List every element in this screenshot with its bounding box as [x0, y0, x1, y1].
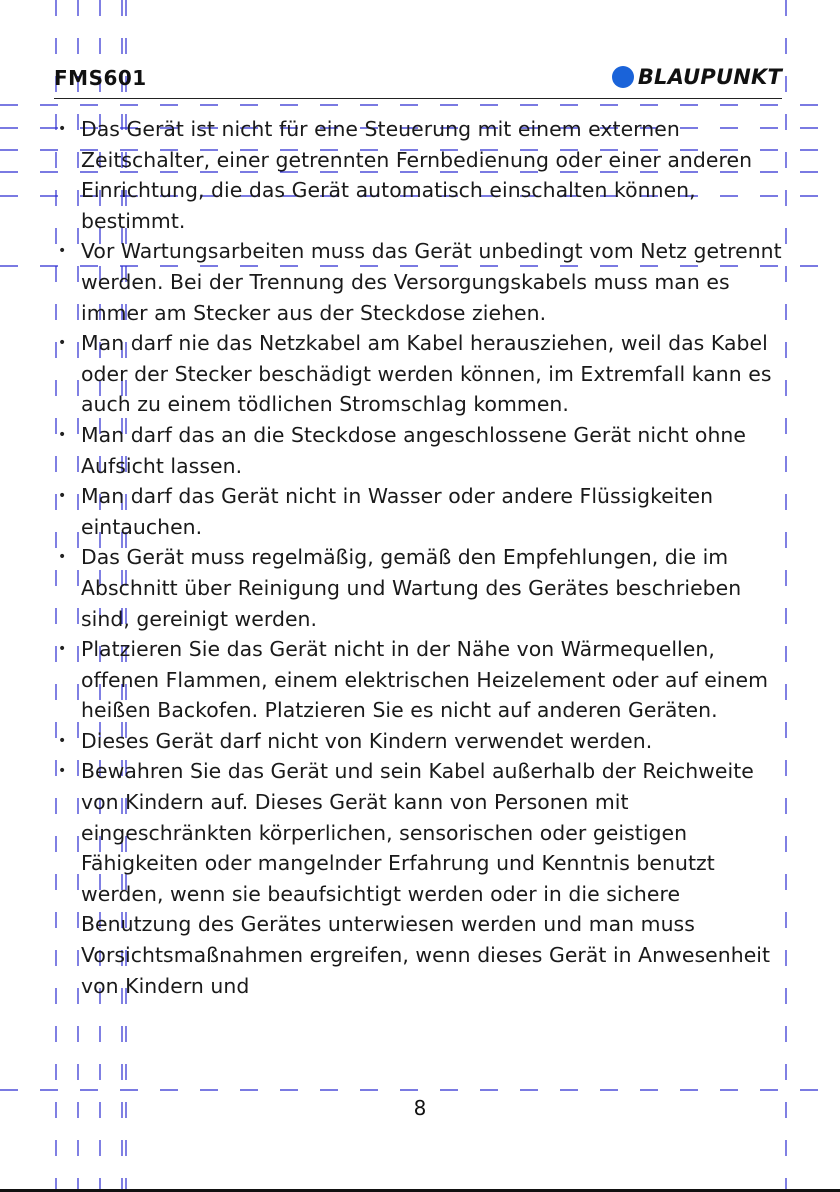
- list-item-text: Man darf das Gerät nicht in Wasser oder andere Flüssigkeiten eintauchen.: [81, 484, 714, 539]
- bullet-icon: •: [58, 641, 67, 658]
- list-item: [56, 542, 786, 634]
- list-item: [56, 481, 786, 542]
- list-item: [56, 236, 786, 328]
- list-item: [56, 756, 786, 1001]
- bullet-icon: •: [58, 243, 67, 260]
- bullet-icon: •: [58, 121, 67, 137]
- safety-instructions: [56, 114, 786, 1001]
- model-label: FMS601: [54, 66, 147, 90]
- list-item-text: Vor Wartungsarbeiten muss das Gerät unbedingt vom Netz getrennt werden. Bei der Trennung des Versorgungskabels muss man es immer am Stecker aus der Steckdose ziehen.: [81, 239, 782, 325]
- brand-logo: [612, 65, 782, 89]
- list-item: [56, 726, 786, 757]
- list-item: [56, 420, 786, 481]
- list-item-text: Man darf das an die Steckdose angeschlossene Gerät nicht ohne Aufsicht lassen.: [81, 422, 746, 478]
- bullet-icon: •: [58, 763, 67, 780]
- brand-dot-icon: [612, 66, 634, 88]
- bullet-icon: •: [58, 488, 67, 505]
- page-number: 8: [413, 1096, 427, 1120]
- list-item-text: Das Gerät ist nicht für eine Steuerung mit einem externen Zeitschalter, einer getrennten Fernbedienung oder einer anderen Einrichtung, die das Gerät automatisch einschalten können, bestimmt.: [81, 117, 753, 233]
- list-item-text: Bewahren Sie das Gerät und sein Kabel außerhalb der Reichweite von Kindern auf. Dieses Gerät kann von Personen mit eingeschränkten körperlichen, sensorischen oder geistigen Fähigkeiten oder mangelnder Erfahrung und Kenntnis benutzt werden, wenn sie beaufsichtigt werden oder in die sichere Benutzung des Gerätes unterwiesen werden und man muss Vorsichtsmaßnahmen ergreifen, wenn dieses Gerät in Anwesenheit von Kindern und: [81, 759, 771, 998]
- brand-wordmark: BLAUPUNKT: [637, 65, 782, 89]
- bullet-icon: •: [58, 732, 67, 749]
- bullet-icon: •: [58, 335, 67, 352]
- list-item-text: Platzieren Sie das Gerät nicht in der Nähe von Wärmequellen, offenen Flammen, einem elektrischen Heizelement oder auf einem heißen Backofen. Platzieren Sie es nicht auf anderen Geräten.: [81, 637, 768, 723]
- list-item: [56, 114, 786, 236]
- list-item-text: Man darf nie das Netzkabel am Kabel herausziehen, weil das Kabel oder der Stecker beschädigt werden können, im Extremfall kann es auch zu einem tödlichen Stromschlag kommen.: [81, 331, 772, 417]
- list-item-text: Dieses Gerät darf nicht von Kindern verwendet werden.: [81, 728, 653, 753]
- list-item: [56, 328, 786, 420]
- bullet-icon: •: [58, 426, 67, 443]
- list-item: [56, 634, 786, 726]
- page-header: [54, 62, 782, 99]
- list-item-text: Das Gerät muss regelmäßig, gemäß den Empfehlungen, die im Abschnitt über Reinigung und Wartung des Gerätes beschrieben sind, gereinigt werden.: [81, 545, 742, 631]
- bullet-list: [56, 114, 786, 1001]
- bullet-icon: •: [58, 549, 67, 566]
